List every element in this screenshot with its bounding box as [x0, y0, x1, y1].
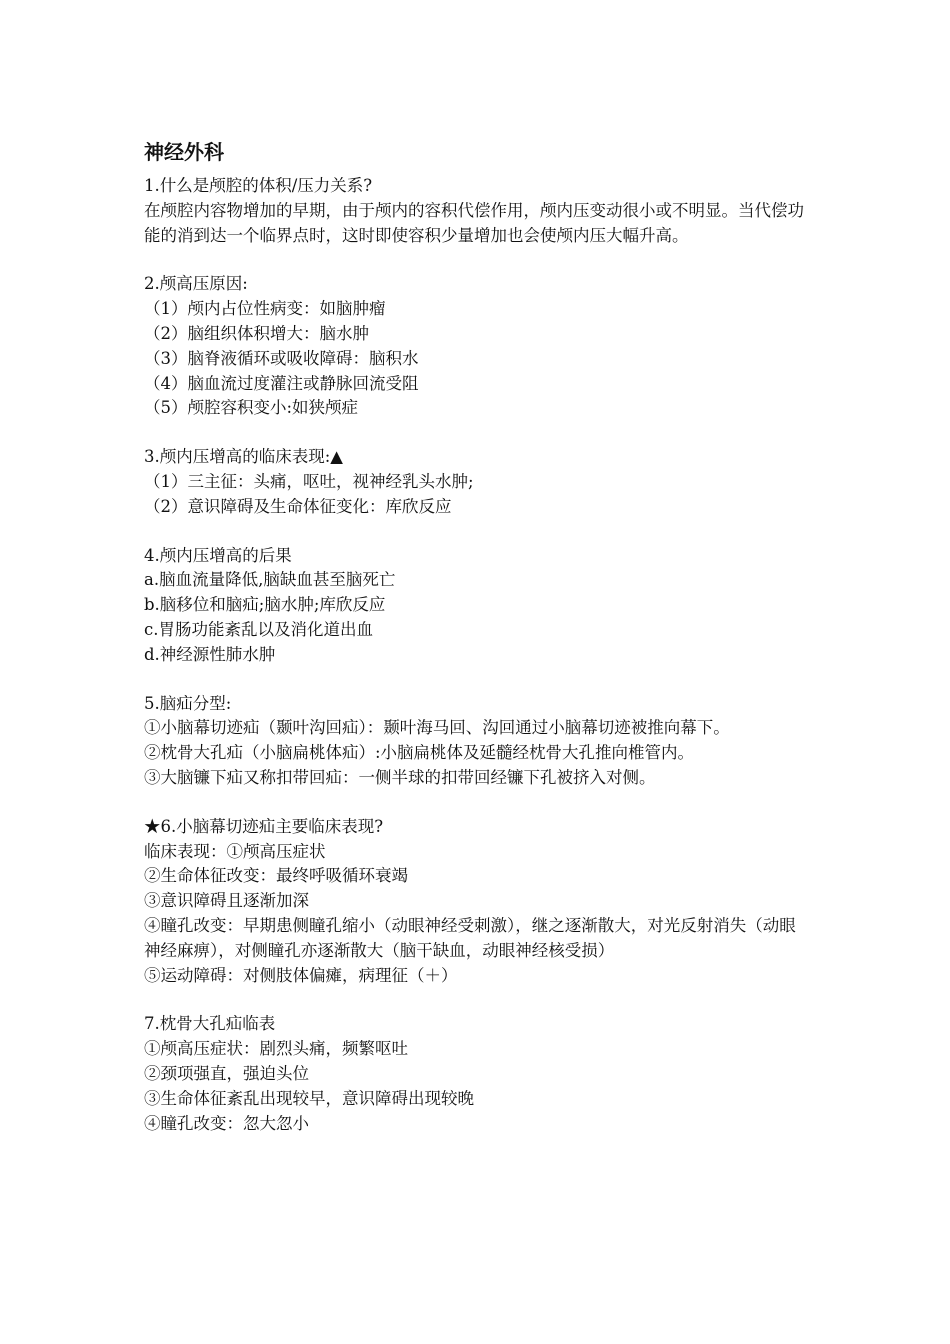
list-item: ③意识障碍且逐渐加深: [144, 891, 309, 911]
list-item: ③大脑镰下疝又称扣带回疝：一侧半球的扣带回经镰下孔被挤入对侧。: [144, 767, 656, 787]
list-item: （2）脑组织体积增大：脑水肿: [144, 323, 369, 343]
list-item: c.胃肠功能紊乱以及消化道出血: [144, 619, 373, 639]
list-item: （1）颅内占位性病变：如脑肿瘤: [144, 299, 386, 319]
list-item: 临床表现：①颅高压症状: [144, 841, 326, 861]
section-7: [144, 1012, 812, 1136]
question-heading: 7.枕骨大孔疝临表: [144, 1014, 276, 1034]
section-3: [144, 445, 812, 519]
list-item: ①小脑幕切迹疝（颞叶沟回疝）：颞叶海马回、沟回通过小脑幕切迹被推向幕下。: [144, 718, 730, 738]
list-item: ①颅高压症状：剧烈头痛，频繁呕吐: [144, 1039, 408, 1059]
section-5: [144, 692, 812, 791]
question-heading: 1.什么是颅腔的体积/压力关系?: [144, 176, 373, 195]
document-title: 神经外科: [144, 140, 224, 164]
list-item: ⑤运动障碍：对侧肢体偏瘫，病理征（＋）: [144, 965, 458, 985]
list-item: a.脑血流量降低,脑缺血甚至脑死亡: [144, 570, 396, 590]
section-4: [144, 544, 812, 668]
list-item: （3）脑脊液循环或吸收障碍：脑积水: [144, 348, 419, 368]
list-item: ②生命体征改变：最终呼吸循环衰竭: [144, 866, 408, 886]
section-2: [144, 272, 812, 421]
list-item: ④瞳孔改变：早期患侧瞳孔缩小（动眼神经受刺激），继之逐渐散大，对光反射消失（动眼神经麻痹），对侧瞳孔亦逐渐散大（脑干缺血，动眼神经核受损）: [144, 915, 796, 960]
list-item: ④瞳孔改变：忽大忽小: [144, 1113, 309, 1133]
question-heading: 2.颅高压原因:: [144, 274, 248, 294]
question-heading: 5.脑疝分型:: [144, 693, 232, 713]
answer-paragraph: 在颅腔内容物增加的早期，由于颅内的容积代偿作用，颅内压变动很小或不明显。当代偿功能的消到达一个临界点时，这时即使容积少量增加也会使颅内压大幅升高。: [144, 200, 804, 245]
list-item: ②枕骨大孔疝（小脑扁桃体疝）:小脑扁桃体及延髓经枕骨大孔推向椎管内。: [144, 743, 695, 763]
list-item: （5）颅腔容积变小:如狭颅症: [144, 398, 359, 418]
list-item: ③生命体征紊乱出现较早，意识障碍出现较晚: [144, 1088, 474, 1108]
list-item: （1）三主征：头痛，呕吐，视神经乳头水肿;: [144, 471, 474, 491]
list-item: b.脑移位和脑疝;脑水肿;库欣反应: [144, 595, 386, 615]
question-heading: ★6.小脑幕切迹疝主要临床表现?: [144, 816, 384, 836]
section-1: [144, 174, 812, 248]
section-6: [144, 815, 812, 989]
list-item: （4）脑血流过度灌注或静脉回流受阻: [144, 373, 419, 393]
question-heading: 3.颅内压增高的临床表现:▲: [144, 447, 343, 467]
question-heading: 4.颅内压增高的后果: [144, 545, 292, 565]
list-item: d.神经源性肺水肿: [144, 644, 276, 664]
list-item: ②颈项强直，强迫头位: [144, 1063, 309, 1083]
list-item: （2）意识障碍及生命体征变化：库欣反应: [144, 496, 452, 516]
document-page: [144, 137, 812, 1160]
